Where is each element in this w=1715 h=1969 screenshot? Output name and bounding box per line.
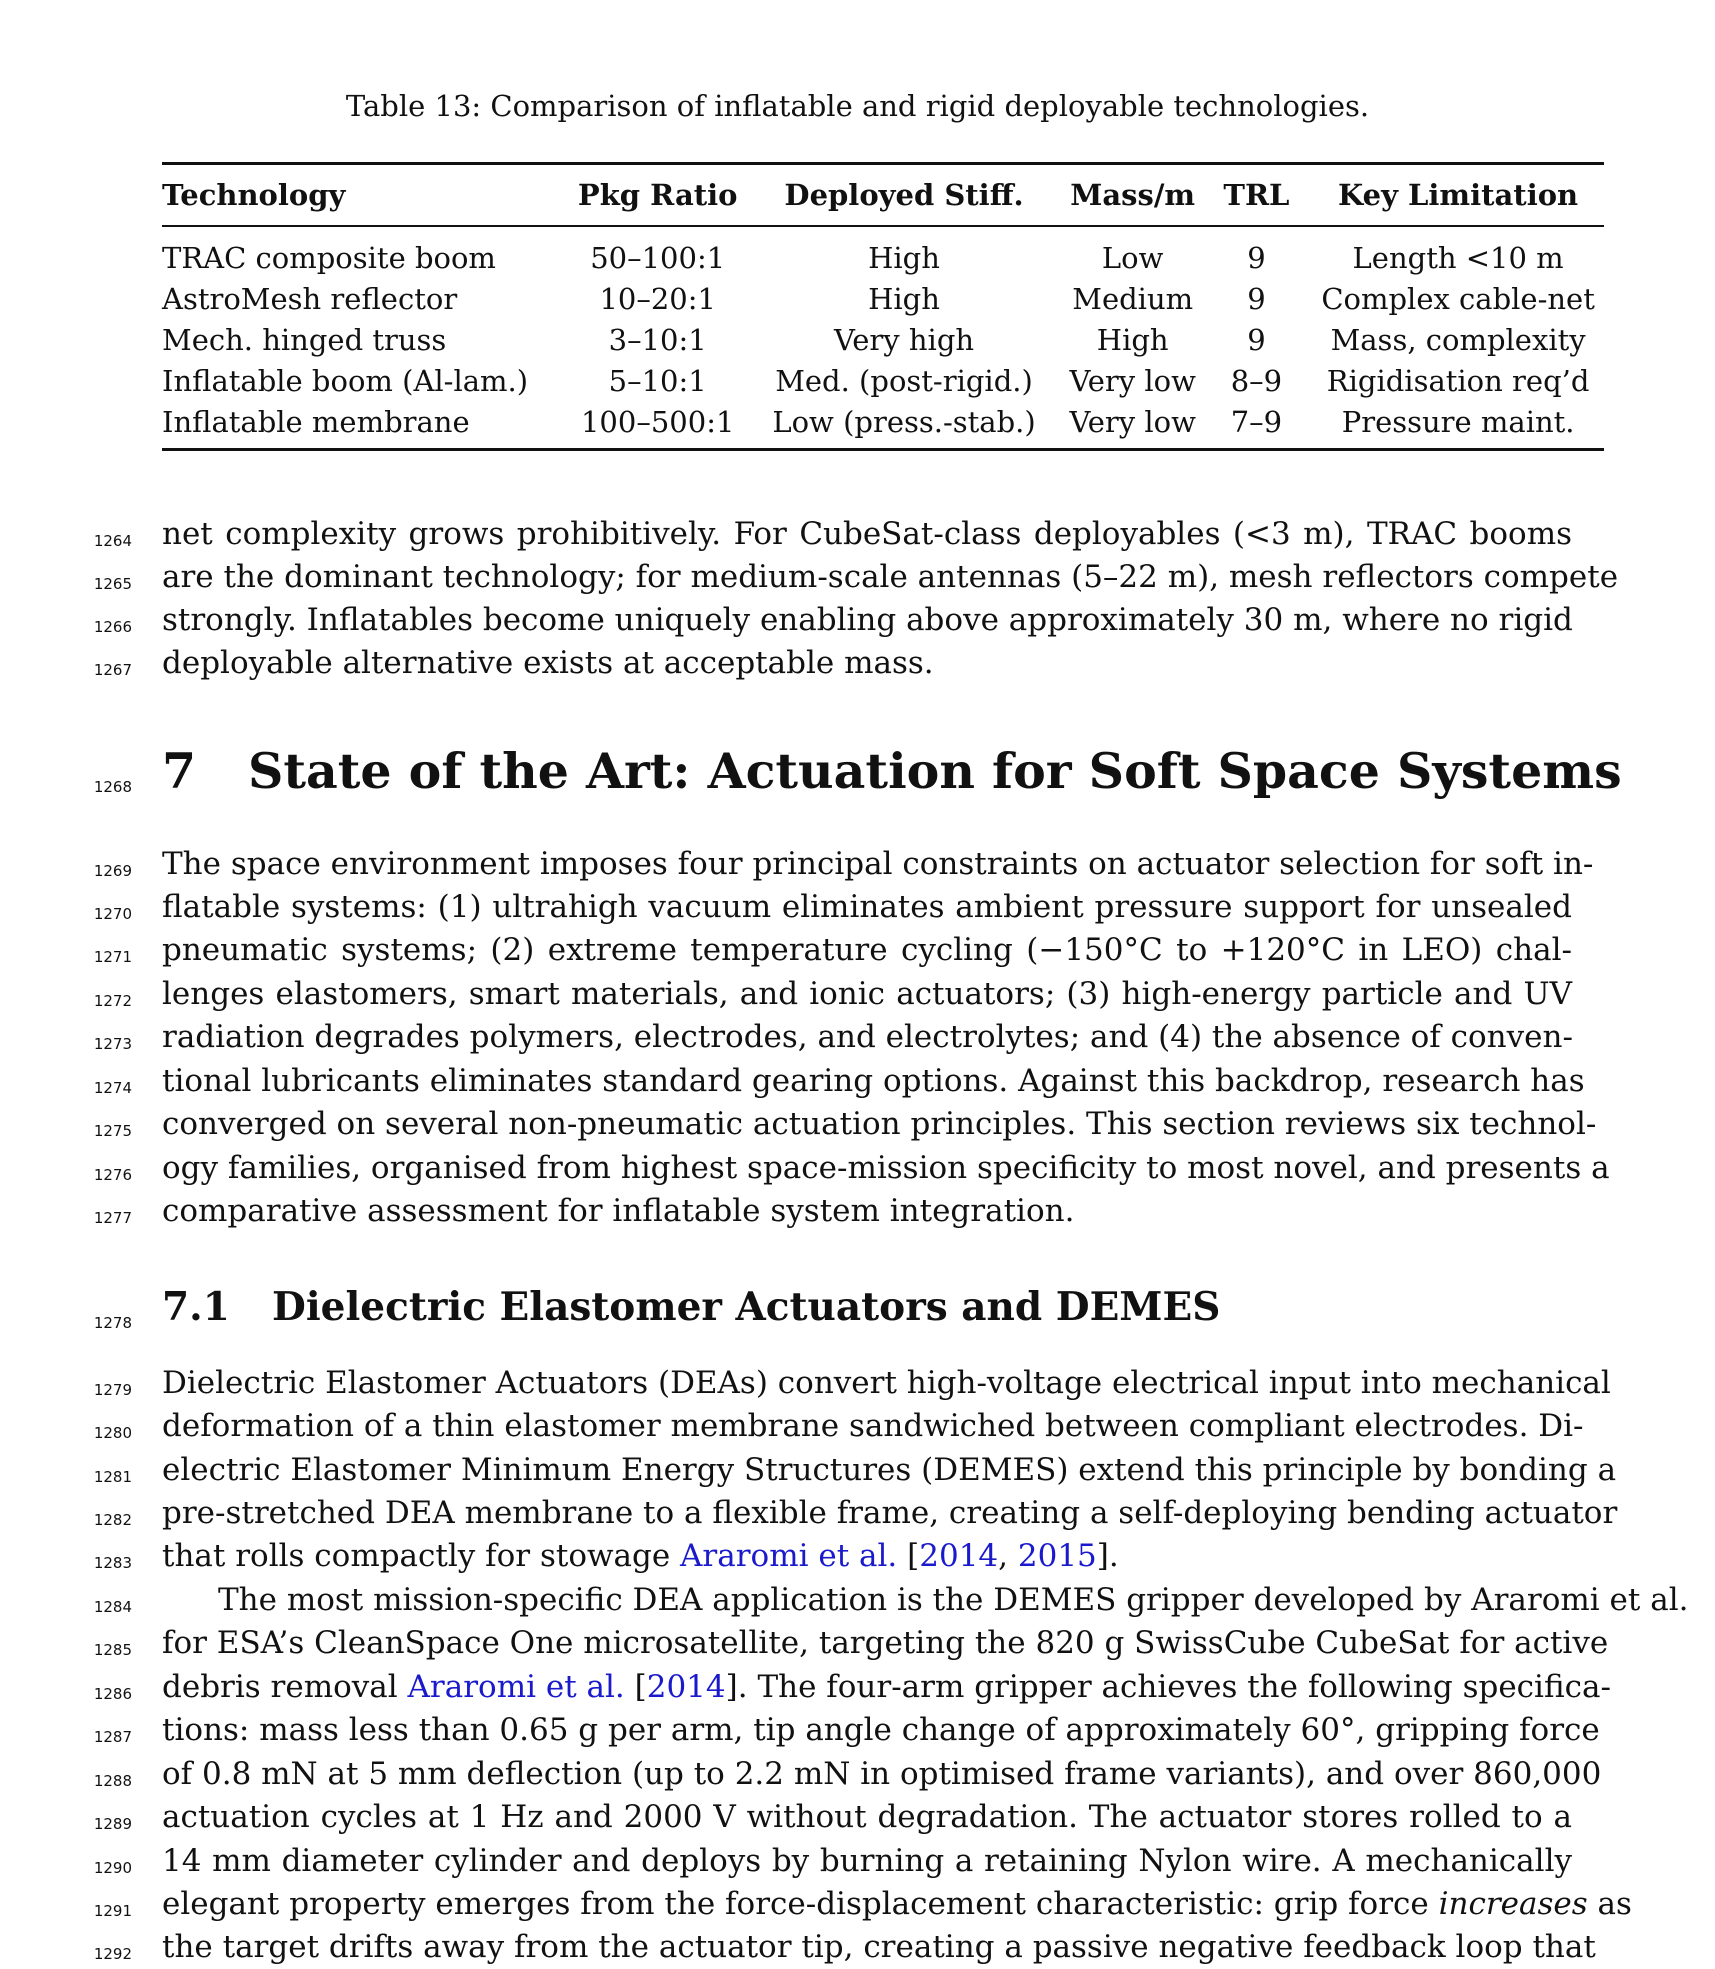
table-cell: Length <10 m: [1352, 240, 1564, 275]
table-cell: 50–100:1: [590, 240, 726, 275]
body-text-line: electric Elastomer Minimum Energy Structures (DEMES) extend this principle by bonding a: [162, 1452, 1617, 1488]
header-pkg-ratio: Pkg Ratio: [577, 178, 738, 212]
citation-link[interactable]: Araromi et al.: [407, 1669, 625, 1705]
table-cell: 9: [1247, 240, 1266, 275]
line-number: 1265: [93, 575, 132, 593]
line-number: 1266: [93, 618, 132, 636]
citation-link[interactable]: 2014: [646, 1669, 726, 1705]
subsection-heading: [162, 1284, 1220, 1330]
table-row: [162, 278, 1604, 319]
section-title: State of the Art: Actuation for Soft Space Systems: [248, 742, 1622, 800]
table-cell: 8–9: [1230, 363, 1283, 398]
line-number: 1291: [93, 1902, 132, 1920]
body-text-line: tional lubricants eliminates standard gearing options. Against this backdrop, research has: [162, 1063, 1585, 1099]
body-text-line: [162, 1534, 1572, 1578]
line-number: 1272: [93, 992, 132, 1010]
line-number: 1274: [93, 1079, 132, 1097]
table-cell: TRAC composite boom: [162, 240, 496, 275]
header-mass-per-m: Mass/m: [1070, 178, 1196, 212]
body-text-line: [162, 1665, 1611, 1709]
line-number: 1264: [93, 532, 132, 550]
table-cell: 3–10:1: [608, 322, 707, 357]
line-number: 1270: [93, 905, 132, 923]
text-run: [: [624, 1669, 647, 1705]
body-text-line: ogy families, organised from highest space-mission specificity to most novel, and presents a: [162, 1150, 1610, 1186]
citation-link[interactable]: 2014: [919, 1538, 999, 1574]
table-row: [162, 319, 1604, 360]
line-number: 1269: [93, 862, 132, 880]
table-cell: Very low: [1069, 404, 1196, 439]
line-number: 1285: [93, 1641, 132, 1659]
line-number: 1278: [93, 1314, 132, 1332]
table-cell: High: [868, 240, 940, 275]
body-text-line: net complexity grows prohibitively. For CubeSat-class deployables (<3 m), TRAC booms: [162, 516, 1572, 552]
table-cell: AstroMesh reflector: [162, 281, 458, 316]
table-cell: 9: [1247, 281, 1266, 316]
text-run: ].: [1096, 1538, 1119, 1574]
table-cell: Very high: [833, 322, 975, 357]
subsection-title: Dielectric Elastomer Actuators and DEMES: [272, 1284, 1221, 1330]
line-number: 1289: [93, 1815, 132, 1833]
line-number: 1281: [93, 1468, 132, 1486]
line-number: 1273: [93, 1035, 132, 1053]
table-cell: Complex cable-net: [1321, 281, 1595, 316]
line-number: 1280: [93, 1424, 132, 1442]
table-cell: Very low: [1069, 363, 1196, 398]
line-number: 1284: [93, 1598, 132, 1616]
text-run: elegant property emerges from the force-displacement characteristic: grip force: [162, 1886, 1439, 1922]
line-number: 1282: [93, 1511, 132, 1529]
table-caption: Table 13: Comparison of inflatable and rigid deployable technologies.: [345, 89, 1370, 123]
body-text-line: deformation of a thin elastomer membrane sandwiched between compliant electrodes. Di-: [162, 1408, 1584, 1444]
emphasis-text: increases: [1438, 1886, 1588, 1922]
table-cell: High: [1096, 322, 1169, 357]
body-text-line: lenges elastomers, smart materials, and ionic actuators; (3) high-energy particle and UV: [162, 976, 1572, 1012]
line-number: 1275: [93, 1122, 132, 1140]
table-cell: High: [868, 281, 940, 316]
table-cell: Mass, complexity: [1330, 322, 1586, 357]
body-text-line: Dielectric Elastomer Actuators (DEAs) convert high-voltage electrical input into mechanical: [162, 1365, 1611, 1401]
body-text-line: The space environment imposes four principal constraints on actuator selection for soft in-: [162, 846, 1594, 882]
table-row: [162, 401, 1604, 450]
header-key-limitation: Key Limitation: [1338, 178, 1579, 212]
text-run: that rolls compactly for stowage: [162, 1538, 681, 1574]
table-cell: Rigidisation req’d: [1326, 363, 1590, 398]
text-run: debris removal: [162, 1669, 408, 1705]
body-text-line: the target drifts away from the actuator tip, creating a passive negative feedback loop that: [162, 1929, 1596, 1965]
line-number: 1286: [93, 1685, 132, 1703]
table-row: [162, 360, 1604, 401]
line-number: 1276: [93, 1166, 132, 1184]
body-text-line: radiation degrades polymers, electrodes, and electrolytes; and (4) the absence of conven-: [162, 1019, 1573, 1055]
table-cell: Pressure maint.: [1341, 404, 1575, 439]
line-number: 1292: [93, 1945, 132, 1963]
line-number: 1268: [93, 778, 132, 796]
header-technology: Technology: [162, 178, 346, 212]
text-run: ,: [998, 1538, 1018, 1574]
text-run: [: [897, 1538, 920, 1574]
body-text-line: The most mission-specific DEA application is the DEMES gripper developed by Araromi et al.: [218, 1582, 1689, 1618]
body-text-line: flatable systems: (1) ultrahigh vacuum eliminates ambient pressure support for unsealed: [162, 889, 1572, 925]
body-text-line: deployable alternative exists at acceptable mass.: [162, 645, 934, 681]
line-number: 1267: [93, 661, 132, 679]
body-text-line: for ESA’s CleanSpace One microsatellite, targeting the 820 g SwissCube CubeSat for active: [162, 1625, 1609, 1661]
citation-link[interactable]: 2015: [1017, 1538, 1097, 1574]
section-heading: [162, 742, 1622, 800]
table-cell: 100–500:1: [580, 404, 735, 439]
table-row: [162, 226, 1604, 278]
text-run: ]. The four-arm gripper achieves the following specifica-: [725, 1669, 1611, 1705]
line-number: 1277: [93, 1209, 132, 1227]
table-cell: Mech. hinged truss: [162, 322, 447, 357]
text-run: as: [1587, 1886, 1632, 1922]
table-cell: 7–9: [1230, 404, 1283, 439]
table-cell: 9: [1247, 322, 1266, 357]
citation-link[interactable]: Araromi et al.: [680, 1538, 898, 1574]
table-cell: Medium: [1072, 281, 1194, 316]
body-text-line: comparative assessment for inflatable system integration.: [162, 1193, 1075, 1229]
table-header-row: [162, 164, 1604, 227]
line-number: 1283: [93, 1554, 132, 1572]
table-cell: Low: [1101, 240, 1164, 275]
body-text-line: tions: mass less than 0.65 g per arm, tip angle change of approximately 60°, gripping force: [162, 1712, 1600, 1748]
line-number: 1271: [93, 948, 132, 966]
comparison-table: [162, 162, 1604, 451]
table-cell: Low (press.-stab.): [772, 404, 1036, 439]
table-cell: 5–10:1: [608, 363, 707, 398]
body-text-line: converged on several non-pneumatic actuation principles. This section reviews six technol-: [162, 1106, 1597, 1142]
body-text-line: [162, 1882, 1632, 1926]
line-number: 1279: [93, 1381, 132, 1399]
table-cell: Inflatable membrane: [162, 404, 470, 439]
table-cell: 10–20:1: [599, 281, 716, 316]
body-text-line: strongly. Inflatables become uniquely enabling above approximately 30 m, where no rigid: [162, 602, 1573, 638]
body-text-line: 14 mm diameter cylinder and deploys by burning a retaining Nylon wire. A mechanically: [162, 1843, 1572, 1879]
body-text-line: of 0.8 mN at 5 mm deflection (up to 2.2 mN in optimised frame variants), and over 860,000: [162, 1756, 1602, 1792]
section-number: 7: [162, 742, 197, 800]
body-text-line: are the dominant technology; for medium-scale antennas (5–22 m), mesh reflectors compete: [162, 559, 1619, 595]
line-number: 1288: [93, 1772, 132, 1790]
line-number: 1290: [93, 1859, 132, 1877]
header-trl: TRL: [1223, 178, 1290, 212]
header-deployed-stiffness: Deployed Stiff.: [784, 178, 1024, 212]
subsection-number: 7.1: [162, 1284, 230, 1330]
line-number: 1287: [93, 1728, 132, 1746]
body-text-line: pneumatic systems; (2) extreme temperature cycling (−150°C to +120°C in LEO) chal-: [162, 932, 1572, 968]
table-cell: Med. (post-rigid.): [775, 363, 1033, 398]
body-text-line: pre-stretched DEA membrane to a flexible frame, creating a self-deploying bending actuator: [162, 1495, 1618, 1531]
table-cell: Inflatable boom (Al-lam.): [162, 363, 529, 398]
body-text-line: actuation cycles at 1 Hz and 2000 V without degradation. The actuator stores rolled to a: [162, 1799, 1572, 1835]
